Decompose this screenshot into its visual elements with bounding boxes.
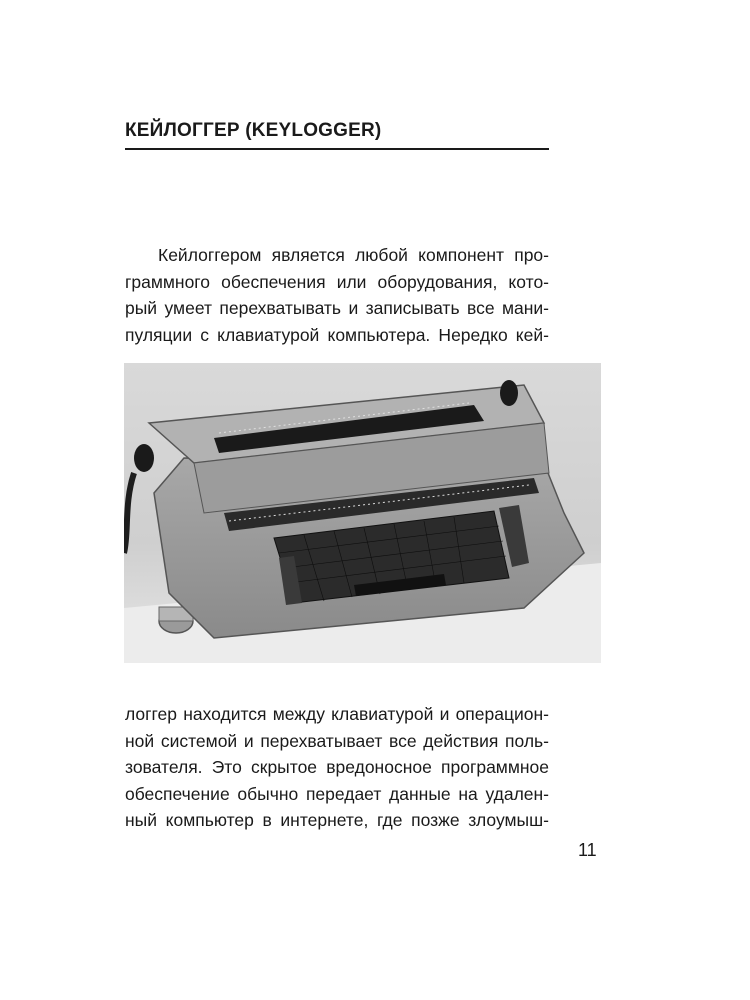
paragraph-1 [125,242,549,348]
text-line: Кейлоггером является любой компонент про- [158,245,549,265]
section-heading: КЕЙЛОГГЕР (KEYLOGGER) [125,120,382,141]
text-line: логгер находится между клавиатурой и операцион- [125,704,549,724]
text-line: зователя. Это скрытое вредоносное программное [125,757,549,777]
text-line: рый умеет перехватывать и записывать все мани- [125,298,549,318]
typewriter-photo [124,363,601,663]
page-number: 11 [578,840,597,860]
text-line: ной системой и перехватывает все действия поль- [125,730,549,751]
text-line: пуляции с клавиатурой компьютера. Нередко кей- [125,324,549,345]
text-line: ный компьютер в интернете, где позже злоумыш- [125,810,549,830]
heading-rule [125,148,549,150]
paragraph-2 [125,701,549,834]
text-line: обеспечение обычно передает данные на удален- [125,783,549,804]
text-line: граммного обеспечения или оборудования, кото- [125,271,549,292]
